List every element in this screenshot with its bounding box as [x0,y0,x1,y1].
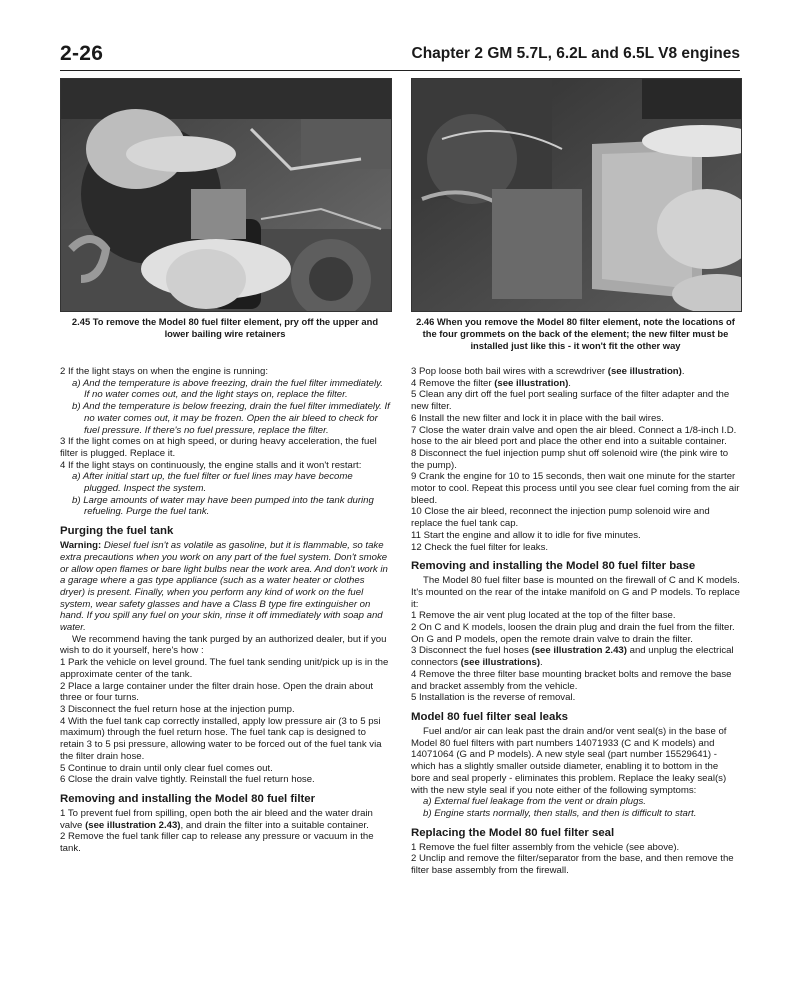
base-step-2: 2 On C and K models, loosen the drain plug and drain the fuel from the filter. On G and P models, open the remote drain valve to drain the filter. [411,622,735,645]
photo-fig-2-46 [411,78,742,312]
remove-step-1 [60,808,390,831]
page-header [60,42,740,71]
step-left-4: 4 If the light stays on continuously, the engine stalls and it won't restart: [60,459,362,471]
remove-step-3-end: . [681,366,685,377]
seal-step-1: 1 Remove the fuel filter assembly from the vehicle (see above). [411,841,680,853]
purge-step-2: 2 Place a large container under the filter drain hose. Open the drain about three or four turns. [60,680,374,704]
base-step-3 [411,645,740,668]
purge-step-6: 6 Close the drain valve tightly. Reinstall the fuel return hose. [60,774,315,786]
remove-step-9: 9 Crank the engine for 10 to 15 seconds, then wait one minute for the starter motor to cool. Repeat this process until you see clear fuel coming from the air bleed. [411,471,740,506]
chapter-title: Chapter 2 GM 5.7L, 6.2L and 6.5L V8 engines [411,45,740,62]
illustration-ref: (see illustration) [494,377,569,389]
illustration-ref: (see illustrations) [460,657,541,669]
substep-2a: a) And the temperature is above freezing, drain the fuel filter immediately. If no water comes out, and the light stays on, replace the filter. [72,377,383,401]
seal-step-2: 2 Unclip and remove the filter/separator from the base, and then remove the filter base assembly from the firewall. [411,853,734,877]
step-left-2: 2 If the light stays on when the engine is running: [60,366,268,377]
remove-step-8: 8 Disconnect the fuel injection pump shut off solenoid wire (the pink wire to the pump). [411,447,729,471]
remove-step-2: 2 Remove the fuel tank filler cap to release any pressure or vacuum in the tank. [60,831,374,855]
section-heading-seal-leaks: Model 80 fuel filter seal leaks [411,710,569,723]
purge-intro: We recommend having the tank purged by an authorized dealer, but if you wish to do it yourself, here's how : [60,633,387,657]
remove-step-3-text: 3 Pop loose both bail wires with a screwdriver [411,366,608,377]
base-step-3-end: . [540,657,543,669]
figure-caption-2-45: 2.45 To remove the Model 80 fuel filter element, pry off the upper and lower bailing wire retainers [71,316,379,339]
section-heading-replace-seal: Replacing the Model 80 fuel filter seal [411,826,615,839]
base-step-3-text: 3 Disconnect the fuel hoses [411,645,532,657]
remove-step-1-text: 1 To prevent fuel from spilling, open both the air bleed and the water drain valve [60,807,373,831]
remove-step-7: 7 Close the water drain valve and open the air bleed. Connect a 1/8-inch I.D. hose to the air bleed port and place the other end into a suitable container. [411,424,737,448]
figure-caption-2-46: 2.46 When you remove the Model 80 filter element, note the locations of the four grommets on the back of the element; the new filter must be installed just like this - it won't fit the other way [416,316,735,351]
section-heading-purging: Purging the fuel tank [60,525,174,538]
warning-label: Warning: [60,540,102,552]
purge-step-4: 4 With the fuel tank cap correctly installed, apply low pressure air (3 to 5 psi maximum) through the fuel return hose. The fuel tank cap is designed to retain 3 to 5 psi pressure, allowing water to be forced out of the fuel tank via the filter drain hose. [60,715,382,762]
illustration-ref: (see illustration 2.43) [85,819,181,831]
page-number: 2-26 [60,42,104,65]
purge-step-3: 3 Disconnect the fuel return hose at the injection pump. [60,703,295,715]
section-heading-filter-base: Removing and installing the Model 80 fuel filter base [411,560,696,573]
leak-intro: Fuel and/or air can leak past the drain and/or vent seal(s) in the base of Model 80 fuel filters with part numbers 14071933 (C and K models) and 14071064 (G and P models). A new style seal (part number 15529641) - which has a slightly smaller outside diameter, enabling it to bottom in the bore and seal properly - eliminates this problem. Replace the leaky seal(s) with the new style seal if you note either of the following symptoms: [411,725,727,796]
base-step-3-mid: and unplug the electrical connectors [411,645,734,669]
remove-step-4 [411,378,740,390]
remove-step-4-text: 4 Remove the filter [411,377,495,389]
symptom-b: b) Engine starts normally, then stalls, and then is difficult to start. [423,807,697,819]
symptom-a: a) External fuel leakage from the vent or drain plugs. [423,796,646,808]
base-step-4: 4 Remove the three filter base mounting bracket bolts and remove the base and bracket assembly from the vehicle. [411,668,732,692]
substep-4b: b) Large amounts of water may have been pumped into the tank during refueling. Purge the fuel tank. [72,494,374,518]
section-heading-remove-filter: Removing and installing the Model 80 fuel filter [60,792,316,805]
remove-step-10: 10 Close the air bleed, reconnect the injection pump solenoid wire and replace the fuel tank cap. [411,506,710,530]
photo-fig-2-45 [60,78,392,312]
purge-step-5: 5 Continue to drain until only clear fuel comes out. [60,762,273,774]
base-step-1: 1 Remove the air vent plug located at the top of the filter base. [411,610,676,622]
warning-text: Diesel fuel isn't as volatile as gasoline, but it is flammable, so take extra precautions when you work on any part of the fuel system. Don't smoke or allow open flames or bare light bulbs near the work area. And don't work in a garage where a gas type appliance (such as a water heater or clothes dryer) is present. Finally, when you perform any kind of work on the fuel system, wear safety glasses and have a Class B type fire extinguisher on hand. If you spill any fuel on your skin, rinse it off immediately with soap and water. [60,540,388,634]
purge-step-1: 1 Park the vehicle on level ground. The fuel tank sending unit/pick up is in the approximate center of the tank. [60,657,389,680]
warning-paragraph [60,540,390,634]
left-column [60,366,390,855]
remove-step-12: 12 Check the fuel filter for leaks. [411,541,549,553]
remove-step-5: 5 Clean any dirt off the fuel port sealing surface of the filter adapter and the new filter. [411,389,730,413]
step-left-3: 3 If the light comes on at high speed, or during heavy acceleration, the fuel filter is plugged. Replace it. [60,436,377,459]
right-column [411,366,740,877]
illustration-ref: (see illustration 2.43) [531,645,627,657]
illustration-ref: (see illustration) [607,366,682,377]
base-step-5: 5 Installation is the reverse of removal. [411,692,576,704]
substep-2b: b) And the temperature is below freezing, drain the fuel filter immediately. If no water comes out, it may be frozen. Open the air bleed to check for fuel pressure. If there's no fuel pressure, replace the filter. [72,401,390,436]
remove-step-4-end: . [568,377,571,389]
substep-4a: a) After initial start up, the fuel filter or fuel lines may have become plugged. Inspect the system. [72,471,353,495]
remove-step-6: 6 Install the new filter and lock it in place with the bail wires. [411,412,664,424]
remove-step-1-end: , and drain the filter into a suitable container. [180,819,369,831]
base-intro: The Model 80 fuel filter base is mounted on the firewall of C and K models. It's mounted on the rear of the intake manifold on G and P models. To replace it: [411,575,740,610]
remove-step-11: 11 Start the engine and allow it to idle for five minutes. [411,529,641,541]
remove-step-3 [411,366,740,378]
